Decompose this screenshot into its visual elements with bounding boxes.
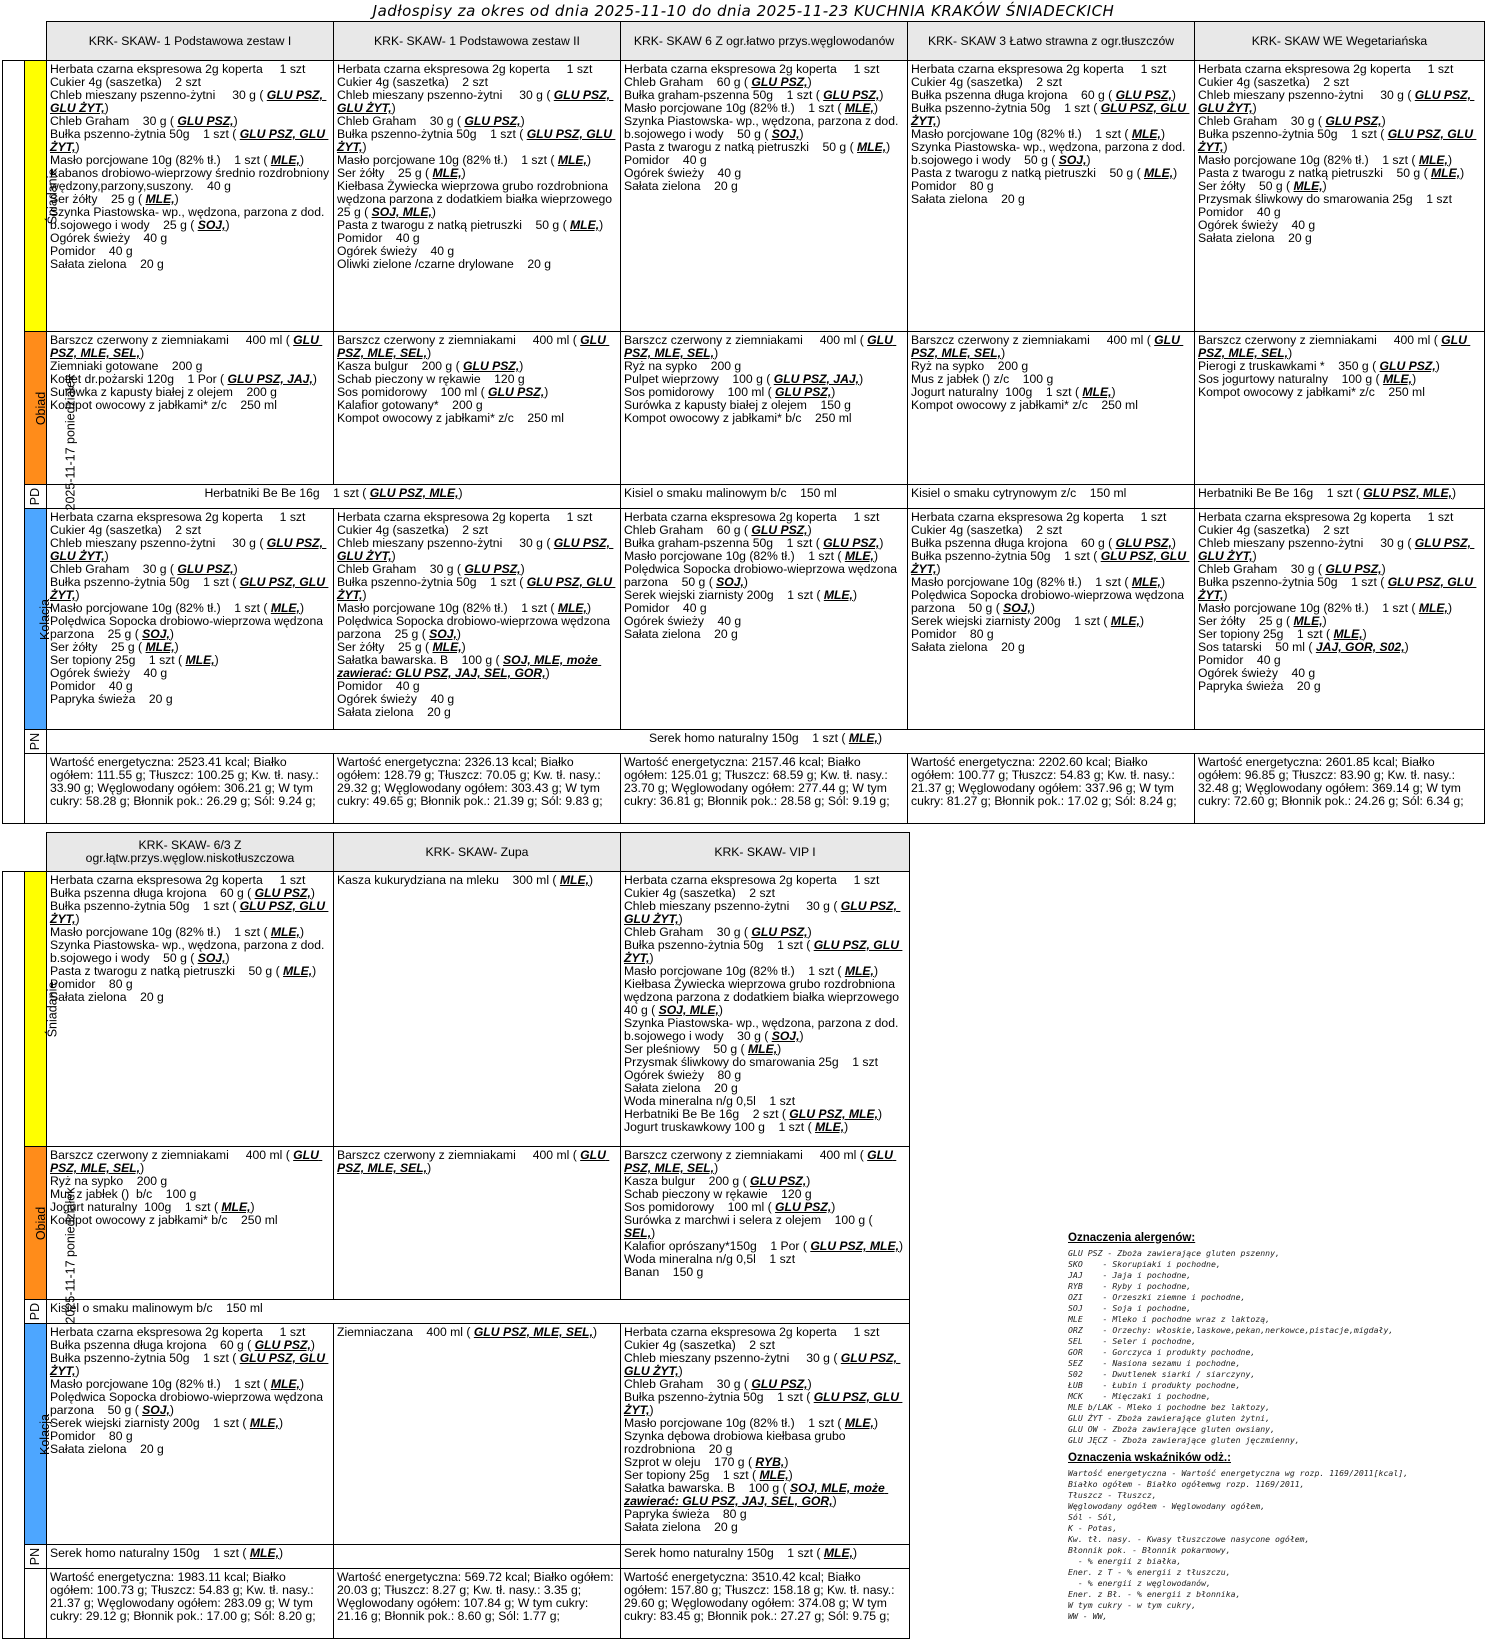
menu-cell: Herbata czarna ekspresowa 2g koperta 1 szt Chleb Graham 60 g ( GLU PSZ,) Bułka graham-pszenna 50g 1 szt ( GLU PSZ,) Masło porcjowane 10g (82% tł.) 1 szt ( MLE,) Polędwica Sopocka drobiowo-wieprzowa wędzona parzona 50 g ( SOJ,) Serek wiejski ziarnisty 200g 1 szt ( MLE,) Pomidor 40 g Ogórek świeży 40 g Sałata zielona 20 g — [621, 509, 908, 730]
menu-cell: Herbata czarna ekspresowa 2g koperta 1 szt Cukier 4g (saszetka) 2 szt Chleb mieszany pszenno-żytni 30 g ( GLU PSZ, GLU ŻYT,) Chleb Graham 30 g ( GLU PSZ,) Bułka pszenno-żytnia 50g 1 szt ( GLU PSZ, GLU ŻYT,) Masło porcjowane 10g (82% tł.) 1 szt ( MLE,) Polędwica Sopocka drobiowo-wieprzowa wędzona parzona 25 g ( SOJ,) Ser żółty 25 g ( MLE,) Ser topiony 25g 1 szt ( MLE,) Ogórek świeży 40 g Pomidor 40 g Papryka świeża 20 g — [47, 509, 334, 730]
menu-cell: Kisiel o smaku cytrynowym z/c 150 ml — [908, 485, 1195, 509]
menu-cell: Herbata czarna ekspresowa 2g koperta 1 szt Cukier 4g (saszetka) 2 szt Bułka pszenna długa krojona 60 g ( GLU PSZ,) Bułka pszenno-żytnia 50g 1 szt ( GLU PSZ, GLU ŻYT,) Masło porcjowane 10g (82% tł.) 1 szt ( MLE,) Polędwica Sopocka drobiowo-wieprzowa wędzona parzona 50 g ( SOJ,) Serek wiejski ziarnisty 200g 1 szt ( MLE,) Pomidor 80 g Sałata zielona 20 g — [908, 509, 1195, 730]
nutrition-cell: Wartość energetyczna: 2202.60 kcal; Białko ogółem: 100.77 g; Tłuszcz: 54.83 g; Kw. tł. nasy.: 21.37 g; Węglowodany ogółem: 337.96 g; W tym cukry: 81.27 g; Błonnik pok.: 17.02 g; Sól: 8.24 g; — [908, 754, 1195, 824]
meal-label-dinner: Kolacja — [25, 509, 47, 730]
menu-cell: Herbatniki Be Be 16g 1 szt ( GLU PSZ, MLE,) — [1195, 485, 1485, 509]
menu-cell: Barszcz czerwony z ziemniakami 400 ml ( GLU PSZ, MLE, SEL,) Pierogi z truskawkami * 350 g ( GLU PSZ,) Sos jogurtowy naturalny 100 g ( MLE,) Kompot owocowy z jabłkami* z/c 250 ml — [1195, 332, 1485, 485]
meal-label-pn: PN — [25, 1545, 47, 1569]
menu-cell: Kisiel o smaku malinowym b/c 150 ml — [621, 485, 908, 509]
menu-cell: Herbata czarna ekspresowa 2g koperta 1 szt Cukier 4g (saszetka) 2 szt Chleb mieszany pszenno-żytni 30 g ( GLU PSZ, GLU ŻYT,) Chleb Graham 30 g ( GLU PSZ,) Bułka pszenno-żytnia 50g 1 szt ( GLU PSZ, GLU ŻYT,) Masło porcjowane 10g (82% tł.) 1 szt ( MLE,) Pasta z twarogu z natką pietruszki 50 g ( MLE,) Ser żółty 50 g ( MLE,) Przysmak śliwkowy do smarowania 25g 1 szt Pomidor 40 g Ogórek świeży 40 g Sałata zielona 20 g — [1195, 61, 1485, 332]
nutrition-cell: Wartość energetyczna: 2601.85 kcal; Białko ogółem: 96.85 g; Tłuszcz: 83.90 g; Kw. tł. nasy.: 32.48 g; Węglowodany ogółem: 369.14 g; W tym cukry: 72.60 g; Błonnik pok.: 24.26 g; Sól: 6.34 g; — [1195, 754, 1485, 824]
menu-cell: Ziemniaczana 400 ml ( GLU PSZ, MLE, SEL,) — [334, 1324, 621, 1545]
menu-cell: Serek homo naturalny 150g 1 szt ( MLE,) — [47, 730, 1485, 754]
menu-cell: Barszcz czerwony z ziemniakami 400 ml ( GLU PSZ, MLE, SEL,) Kasza bulgur 200 g ( GLU PSZ,) Schab pieczony w rękawie 120 g Sos pomidorowy 100 ml ( GLU PSZ,) Kalafior gotowany* 200 g Kompot owocowy z jabłkami* z/c 250 ml — [334, 332, 621, 485]
meal-label-pd: PD — [25, 1300, 47, 1324]
menu-table-top — [2, 21, 1485, 824]
nutrition-cell: Wartość energetyczna: 2523.41 kcal; Białko ogółem: 111.55 g; Tłuszcz: 100.25 g; Kw. tł. nasy.: 33.90 g; Węglowodany ogółem: 306.21 g; W tym cukry: 58.28 g; Błonnik pok.: 26.29 g; Sól: 9.24 g; — [47, 754, 334, 824]
diet-header: KRK- SKAW WE Wegetariańska — [1195, 22, 1485, 61]
menu-cell — [334, 1545, 621, 1569]
meal-label-breakfast: Śniadanie — [25, 61, 47, 332]
diet-header: KRK- SKAW- 6/3 Z ogr.łątw.przys.węglow.niskotłuszczowa — [47, 833, 334, 872]
menu-cell: Herbata czarna ekspresowa 2g koperta 1 szt Cukier 4g (saszetka) 2 szt Bułka pszenna długa krojona 60 g ( GLU PSZ,) Bułka pszenno-żytnia 50g 1 szt ( GLU PSZ, GLU ŻYT,) Masło porcjowane 10g (82% tł.) 1 szt ( MLE,) Szynka Piastowska- wp., wędzona, parzona z dod. b.sojowego i wody 50 g ( SOJ,) Pasta z twarogu z natką pietruszki 50 g ( MLE,) Pomidor 80 g Sałata zielona 20 g — [908, 61, 1195, 332]
meal-label-lunch: Obiad — [25, 1147, 47, 1300]
menu-cell: Barszcz czerwony z ziemniakami 400 ml ( GLU PSZ, MLE, SEL,) Ryż na sypko 200 g Mus z jabłek () b/c 100 g Jogurt naturalny 100g 1 szt ( MLE,) Kompot owocowy z jabłkami* b/c 250 ml — [47, 1147, 334, 1300]
nutrition-cell: Wartość energetyczna: 2326.13 kcal; Białko ogółem: 128.79 g; Tłuszcz: 70.05 g; Kw. tł. nasy.: 29.32 g; Węglowodany ogółem: 303.43 g; W tym cukry: 49.65 g; Błonnik pok.: 21.39 g; Sól: 9.83 g; — [334, 754, 621, 824]
menu-cell: Barszcz czerwony z ziemniakami 400 ml ( GLU PSZ, MLE, SEL,) — [334, 1147, 621, 1300]
meal-label-pn: PN — [25, 730, 47, 754]
meal-label-pd: PD — [25, 485, 47, 509]
date-label: 2025-11-17 poniedziałek — [63, 374, 78, 510]
menu-cell: Herbata czarna ekspresowa 2g koperta 1 szt Cukier 4g (saszetka) 2 szt Chleb mieszany pszenno-żytni 30 g ( GLU PSZ, GLU ŻYT,) Chleb Graham 30 g ( GLU PSZ,) Bułka pszenno-żytnia 50g 1 szt ( GLU PSZ, GLU ŻYT,) Masło porcjowane 10g (82% tł.) 1 szt ( MLE,) Kiełbasa Żywiecka wieprzowa grubo rozdrobniona wędzona parzona z dodatkiem białka wieprzowego 40 g ( SOJ, MLE,) Szynka Piastowska- wp., wędzona, parzona z dod. b.sojowego i wody 30 g ( SOJ,) Ser pleśniowy 50 g ( MLE,) Przysmak śliwkowy do smarowania 25g 1 szt Ogórek świeży 80 g Sałata zielona 20 g Woda mineralna n/g 0,5l 1 szt Herbatniki Be Be 16g 2 szt ( GLU PSZ, MLE,) Jogurt truskawkowy 100 g 1 szt ( MLE,) — [621, 872, 910, 1147]
menu-cell: Kasza kukurydziana na mleku 300 ml ( MLE,) — [334, 872, 621, 1147]
date-label: 2025-11-17 poniedziałek — [63, 1187, 78, 1323]
nutrition-cell: Wartość energetyczna: 569.72 kcal; Białko ogółem: 20.03 g; Tłuszcz: 8.27 g; Kw. tł. nasy.: 3.35 g; Węglowodany ogółem: 107.84 g; W tym cukry: 21.16 g; Błonnik pok.: 8.60 g; Sól: 1.77 g; — [334, 1569, 621, 1639]
menu-cell: Barszcz czerwony z ziemniakami 400 ml ( GLU PSZ, MLE, SEL,) Ryż na sypko 200 g Pulpet wieprzowy 100 g ( GLU PSZ, JAJ,) Sos pomidorowy 100 ml ( GLU PSZ,) Surówka z kapusty białej z olejem 150 g Kompot owocowy z jabłkami* b/c 250 ml — [621, 332, 908, 485]
diet-header: KRK- SKAW- 1 Podstawowa zestaw I — [47, 22, 334, 61]
indicators-title: Oznaczenia wskaźników odż.: — [1068, 1452, 1231, 1464]
indicators-list: Wartość energetyczna - Wartość energetyczna wg rozp. 1169/2011[kcal], Białko ogółem - Białko ogółemwg rozp. 1169/2011, Tłuszcz - Tłuszcz, Węglowodany ogółem - Węglowodany ogółem, Sól - Sól, K - Potas, Kw. tł. nasy. - Kwasy tłuszczowe nasycone ogółem, Błonnik pok. - Błonnik pokarmowy, - % energii z białka, Ener. z T - % energii z tłuszczu, - % energii z węglowodanów, Ener. z Bł. - % energii z błonnika, W tym cukry - w tym cukry, WW - WW, — [1068, 1468, 1409, 1621]
diet-header: KRK- SKAW- 1 Podstawowa zestaw II — [334, 22, 621, 61]
menu-cell: Herbata czarna ekspresowa 2g koperta 1 szt Cukier 4g (saszetka) 2 szt Chleb mieszany pszenno-żytni 30 g ( GLU PSZ, GLU ŻYT,) Chleb Graham 30 g ( GLU PSZ,) Bułka pszenno-żytnia 50g 1 szt ( GLU PSZ, GLU ŻYT,) Masło porcjowane 10g (82% tł.) 1 szt ( MLE,) Ser żółty 25 g ( MLE,) Kiełbasa Żywiecka wieprzowa grubo rozdrobniona wędzona parzona z dodatkiem białka wieprzowego 25 g ( SOJ, MLE,) Pasta z twarogu z natką pietruszki 50 g ( MLE,) Pomidor 40 g Ogórek świeży 40 g Oliwki zielone /czarne drylowane 20 g — [334, 61, 621, 332]
diet-header: KRK- SKAW- Zupa — [334, 833, 621, 872]
menu-cell: Serek homo naturalny 150g 1 szt ( MLE,) — [621, 1545, 910, 1569]
nutrition-cell: Wartość energetyczna: 1983.11 kcal; Białko ogółem: 100.73 g; Tłuszcz: 54.83 g; Kw. tł. nasy.: 21.37 g; Węglowodany ogółem: 283.09 g; W tym cukry: 29.12 g; Błonnik pok.: 17.00 g; Sól: 8.20 g; — [47, 1569, 334, 1639]
menu-cell: Barszcz czerwony z ziemniakami 400 ml ( GLU PSZ, MLE, SEL,) Ziemniaki gotowane 200 g Kotlet dr.pożarski 120g 1 Por ( GLU PSZ, JAJ,) Surówka z kapusty białej z olejem 200 g Kompot owocowy z jabłkami* z/c 250 ml — [47, 332, 334, 485]
diet-header: KRK- SKAW 3 Łatwo strawna z ogr.tłuszczów — [908, 22, 1195, 61]
nutrition-cell: Wartość energetyczna: 2157.46 kcal; Białko ogółem: 125.01 g; Tłuszcz: 68.59 g; Kw. tł. nasy.: 23.70 g; Węglowodany ogółem: 277.44 g; W tym cukry: 36.81 g; Błonnik pok.: 28.58 g; Sól: 9.19 g; — [621, 754, 908, 824]
menu-cell: Herbata czarna ekspresowa 2g koperta 1 szt Cukier 4g (saszetka) 2 szt Chleb mieszany pszenno-żytni 30 g ( GLU PSZ, GLU ŻYT,) Chleb Graham 30 g ( GLU PSZ,) Bułka pszenno-żytnia 50g 1 szt ( GLU PSZ, GLU ŻYT,) Masło porcjowane 10g (82% tł.) 1 szt ( MLE,) Polędwica Sopocka drobiowo-wieprzowa wędzona parzona 25 g ( SOJ,) Ser żółty 25 g ( MLE,) Sałatka bawarska. B 100 g ( SOJ, MLE, może zawierać: GLU PSZ, JAJ, SEL, GOR,) Pomidor 40 g Ogórek świeży 40 g Sałata zielona 20 g — [334, 509, 621, 730]
allergens-list: GLU PSZ - Zboża zawierające gluten pszenny, SKO - Skorupiaki i pochodne, JAJ - Jaja i pochodne, RYB - Ryby i pochodne, OZI - Orzeszki ziemne i pochodne, SOJ - Soja i pochodne, MLE - Mleko i pochodne wraz z laktozą, ORZ - Orzechy: włoskie,laskowe,pekan,nerkowce,pistacje,migdały, SEL - Seler i pochodne, GOR - Gorczyca i produkty pochodne, SEZ - Nasiona sezamu i pochodne, S02 - Dwutlenek siarki / siarczyny, ŁUB - Łubin i produkty pochodne, MCK - Mięczaki i pochodne, MLE b/LAK - Mleko i pochodne bez laktozy, GLU ŻYT - Zboża zawierające gluten żytni, GLU OW - Zboża zawierające gluten owsiany, GLU JĘCZ - Zboża zawierające gluten jęczmienny, — [1068, 1248, 1394, 1445]
meal-label-breakfast: Śniadanie — [25, 872, 47, 1147]
menu-cell: Herbata czarna ekspresowa 2g koperta 1 szt Cukier 4g (saszetka) 2 szt Chleb mieszany pszenno-żytni 30 g ( GLU PSZ, GLU ŻYT,) Chleb Graham 30 g ( GLU PSZ,) Bułka pszenno-żytnia 50g 1 szt ( GLU PSZ, GLU ŻYT,) Masło porcjowane 10g (82% tł.) 1 szt ( MLE,) Ser żółty 25 g ( MLE,) Ser topiony 25g 1 szt ( MLE,) Sos tatarski 50 ml ( JAJ, GOR, S02,) Pomidor 40 g Ogórek świeży 40 g Papryka świeża 20 g — [1195, 509, 1485, 730]
nutrition-cell: Wartość energetyczna: 3510.42 kcal; Białko ogółem: 157.80 g; Tłuszcz: 158.18 g; Kw. tł. nasy.: 29.60 g; Węglowodany ogółem: 374.08 g; W tym cukry: 83.45 g; Błonnik pok.: 27.27 g; Sól: 9.75 g; — [621, 1569, 910, 1639]
menu-cell: Herbata czarna ekspresowa 2g koperta 1 szt Cukier 4g (saszetka) 2 szt Chleb mieszany pszenno-żytni 30 g ( GLU PSZ, GLU ŻYT,) Chleb Graham 30 g ( GLU PSZ,) Bułka pszenno-żytnia 50g 1 szt ( GLU PSZ, GLU ŻYT,) Masło porcjowane 10g (82% tł.) 1 szt ( MLE,) Kabanos drobiowo-wieprzowy średnio rozdrobniony wędzony,parzony,suszony. 40 g Ser żółty 25 g ( MLE,) Szynka Piastowska- wp., wędzona, parzona z dod. b.sojowego i wody 25 g ( SOJ,) Ogórek świeży 40 g Pomidor 40 g Sałata zielona 20 g — [47, 61, 334, 332]
page-title: Jadłospisy za okres od dnia 2025-11-10 do dnia 2025-11-23 KUCHNIA KRAKÓW ŚNIADECKICH — [372, 2, 1115, 20]
allergens-title: Oznaczenia alergenów: — [1068, 1232, 1196, 1244]
menu-cell: Kisiel o smaku malinowym b/c 150 ml — [47, 1300, 910, 1324]
menu-cell: Herbatniki Be Be 16g 1 szt ( GLU PSZ, MLE,) — [47, 485, 621, 509]
menu-cell: Barszcz czerwony z ziemniakami 400 ml ( GLU PSZ, MLE, SEL,) Kasza bulgur 200 g ( GLU PSZ,) Schab pieczony w rękawie 120 g Sos pomidorowy 100 ml ( GLU PSZ,) Surówka z marchwi i selera z olejem 100 g ( SEL,) Kalafior oprószany*150g 1 Por ( GLU PSZ, MLE,) Woda mineralna n/g 0,5l 1 szt Banan 150 g — [621, 1147, 910, 1300]
legend — [1068, 1232, 1478, 1622]
menu-table-bottom — [2, 832, 910, 1639]
meal-label-lunch: Obiad — [25, 332, 47, 485]
menu-cell: Herbata czarna ekspresowa 2g koperta 1 szt Bułka pszenna długa krojona 60 g ( GLU PSZ,) Bułka pszenno-żytnia 50g 1 szt ( GLU PSZ, GLU ŻYT,) Masło porcjowane 10g (82% tł.) 1 szt ( MLE,) Szynka Piastowska- wp., wędzona, parzona z dod. b.sojowego i wody 50 g ( SOJ,) Pasta z twarogu z natką pietruszki 50 g ( MLE,) Pomidor 80 g Sałata zielona 20 g — [47, 872, 334, 1147]
diet-header: KRK- SKAW 6 Z ogr.łatwo przys.węglowodanów — [621, 22, 908, 61]
menu-cell: Herbata czarna ekspresowa 2g koperta 1 szt Cukier 4g (saszetka) 2 szt Chleb mieszany pszenno-żytni 30 g ( GLU PSZ, GLU ŻYT,) Chleb Graham 30 g ( GLU PSZ,) Bułka pszenno-żytnia 50g 1 szt ( GLU PSZ, GLU ŻYT,) Masło porcjowane 10g (82% tł.) 1 szt ( MLE,) Szynka dębowa drobiowa kiełbasa grubo rozdrobniona 20 g Szprot w oleju 170 g ( RYB,) Ser topiony 25g 1 szt ( MLE,) Sałatka bawarska. B 100 g ( SOJ, MLE, może zawierać: GLU PSZ, JAJ, SEL, GOR,) Papryka świeża 80 g Sałata zielona 20 g — [621, 1324, 910, 1545]
menu-cell: Serek homo naturalny 150g 1 szt ( MLE,) — [47, 1545, 334, 1569]
diet-header: KRK- SKAW- VIP I — [621, 833, 910, 872]
meal-label-dinner: Kolacja — [25, 1324, 47, 1545]
menu-cell: Herbata czarna ekspresowa 2g koperta 1 szt Bułka pszenna długa krojona 60 g ( GLU PSZ,) Bułka pszenno-żytnia 50g 1 szt ( GLU PSZ, GLU ŻYT,) Masło porcjowane 10g (82% tł.) 1 szt ( MLE,) Polędwica Sopocka drobiowo-wieprzowa wędzona parzona 50 g ( SOJ,) Serek wiejski ziarnisty 200g 1 szt ( MLE,) Pomidor 80 g Sałata zielona 20 g — [47, 1324, 334, 1545]
menu-cell: Herbata czarna ekspresowa 2g koperta 1 szt Chleb Graham 60 g ( GLU PSZ,) Bułka graham-pszenna 50g 1 szt ( GLU PSZ,) Masło porcjowane 10g (82% tł.) 1 szt ( MLE,) Szynka Piastowska- wp., wędzona, parzona z dod. b.sojowego i wody 50 g ( SOJ,) Pasta z twarogu z natką pietruszki 50 g ( MLE,) Pomidor 40 g Ogórek świeży 40 g Sałata zielona 20 g — [621, 61, 908, 332]
menu-cell: Barszcz czerwony z ziemniakami 400 ml ( GLU PSZ, MLE, SEL,) Ryż na sypko 200 g Mus z jabłek () z/c 100 g Jogurt naturalny 100g 1 szt ( MLE,) Kompot owocowy z jabłkami* z/c 250 ml — [908, 332, 1195, 485]
